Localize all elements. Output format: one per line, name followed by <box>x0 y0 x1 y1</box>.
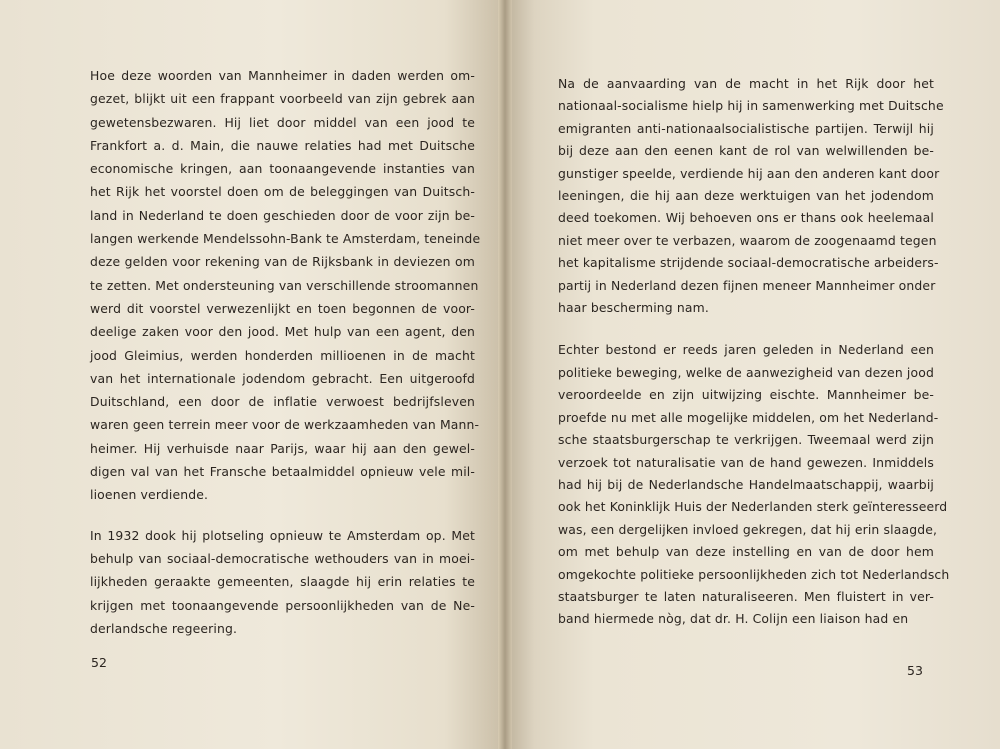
text-line: digen val van het Fransche betaalmiddel opnieuw vele mil- <box>90 464 475 480</box>
text-line: Frankfort a. d. Main, die nauwe relaties had met Duitsche <box>90 137 475 153</box>
text-line: het Rijk het voorstel doen om de beleggingen van Duitsch- <box>90 184 475 200</box>
text-line: lioenen verdiende. <box>90 487 209 503</box>
text-line: politieke beweging, welke de aanwezigheid van dezen jood <box>558 364 934 380</box>
text-line: veroordeelde en zijn uitwijzing eischte. Mannheimer be- <box>558 387 934 403</box>
text-line: heimer. Hij verhuisde naar Parijs, waar hij aan den gewel- <box>90 440 475 456</box>
text-line: staatsburger te laten naturaliseeren. Men fluistert in ver- <box>558 588 934 604</box>
text-line: emigranten anti-nationaalsocialistische partijen. Terwijl hij <box>558 120 934 136</box>
paragraph <box>558 339 950 630</box>
text-line: krijgen met toonaangevende persoonlijkheden van de Ne- <box>90 597 475 613</box>
text-line: Na de aanvaarding van de macht in het Rijk door het <box>558 76 934 91</box>
text-line: In 1932 dook hij plotseling opnieuw te Amsterdam op. Met <box>90 527 475 543</box>
text-line: sche staatsburgerschap te verkrijgen. Tweemaal werd zijn <box>558 432 934 448</box>
text-line: gunstiger speelde, verdiende hij aan den anderen kant door <box>558 165 940 181</box>
text-line: deelige zaken voor den jood. Met hulp van een agent, den <box>90 324 475 340</box>
text-line: gewetensbezwaren. Hij liet door middel van een jood te <box>90 114 475 130</box>
page-number-left: 52 <box>91 655 107 670</box>
text-line: economische kringen, aan toonaangevende instanties van <box>90 161 475 177</box>
paragraph <box>90 64 481 507</box>
text-line: niet meer over te verbazen, waarom de zoogenaamd tegen <box>558 232 937 248</box>
text-line: omgekochte politieke persoonlijkheden zich tot Nederlandsch <box>558 566 950 582</box>
paragraph <box>90 524 475 640</box>
page-number-right: 53 <box>907 663 923 678</box>
text-line: van het internationale jodendom gebracht. Een uitgeroofd <box>90 370 475 386</box>
text-line: derlandsche regeering. <box>90 620 238 636</box>
text-line: deed toekomen. Wij behoeven ons er thans ook heelemaal <box>558 210 934 226</box>
text-line: het kapitalisme strijdende sociaal-democratische arbeiders- <box>558 255 939 271</box>
text-line: Hoe deze woorden van Mannheimer in daden werden om- <box>90 68 475 83</box>
text-line: te zetten. Met ondersteuning van verschillende stroomannen <box>90 277 479 293</box>
text-line: had hij bij de Nederlandsche Handelmaatschappij, waarbij <box>558 476 934 492</box>
text-line: nationaal-socialisme hielp hij in samenwerking met Duitsche <box>558 98 944 114</box>
left-page-text <box>90 64 481 640</box>
text-line: langen werkende Mendelssohn-Bank te Amsterdam, teneinde <box>90 231 481 247</box>
text-line: lijkheden geraakte gemeenten, slaagde hij erin relaties te <box>90 574 475 590</box>
text-line: behulp van sociaal-democratische wethouders van in moei- <box>90 550 475 566</box>
text-line: land in Nederland te doen geschieden door de voor zijn be- <box>90 207 475 223</box>
book-gutter <box>498 0 512 749</box>
text-line: band hiermede nòg, dat dr. H. Colijn een liaison had en <box>558 611 909 627</box>
text-line: ook het Koninklijk Huis der Nederlanden sterk geïnteresseerd <box>558 499 948 515</box>
text-line: om met behulp van deze instelling en van de door hem <box>558 544 934 560</box>
text-line: deze gelden voor rekening van de Rijksbank in deviezen om <box>90 254 475 270</box>
paragraph <box>558 73 944 319</box>
text-line: waren geen terrein meer voor de werkzaamheden van Mann- <box>90 417 480 433</box>
text-line: leeningen, die hij aan deze werktuigen van het jodendom <box>558 188 934 204</box>
text-line: verzoek tot naturalisatie van de hand gewezen. Inmiddels <box>558 454 934 470</box>
text-line: gezet, blijkt uit een frappant voorbeeld van zijn gebrek aan <box>90 91 475 107</box>
text-line: bij deze aan den eenen kant de rol van welwillenden be- <box>558 143 934 159</box>
text-line: partij in Nederland dezen fijnen meneer Mannheimer onder <box>558 277 936 293</box>
text-line: was, een dergelijken invloed gekregen, dat hij erin slaagde, <box>558 521 938 537</box>
text-line: proefde nu met alle mogelijke middelen, om het Nederland- <box>558 409 939 425</box>
text-line: Echter bestond er reeds jaren geleden in Nederland een <box>558 342 934 358</box>
text-line: Duitschland, een door de inflatie verwoest bedrijfsleven <box>90 394 475 410</box>
text-line: jood Gleimius, werden honderden millioenen in de macht <box>90 347 475 363</box>
right-page-text <box>558 73 950 631</box>
right-page <box>505 0 1000 749</box>
text-line: werd dit voorstel verwezenlijkt en toen begonnen de voor- <box>90 300 475 316</box>
text-line: haar bescherming nam. <box>558 300 709 316</box>
